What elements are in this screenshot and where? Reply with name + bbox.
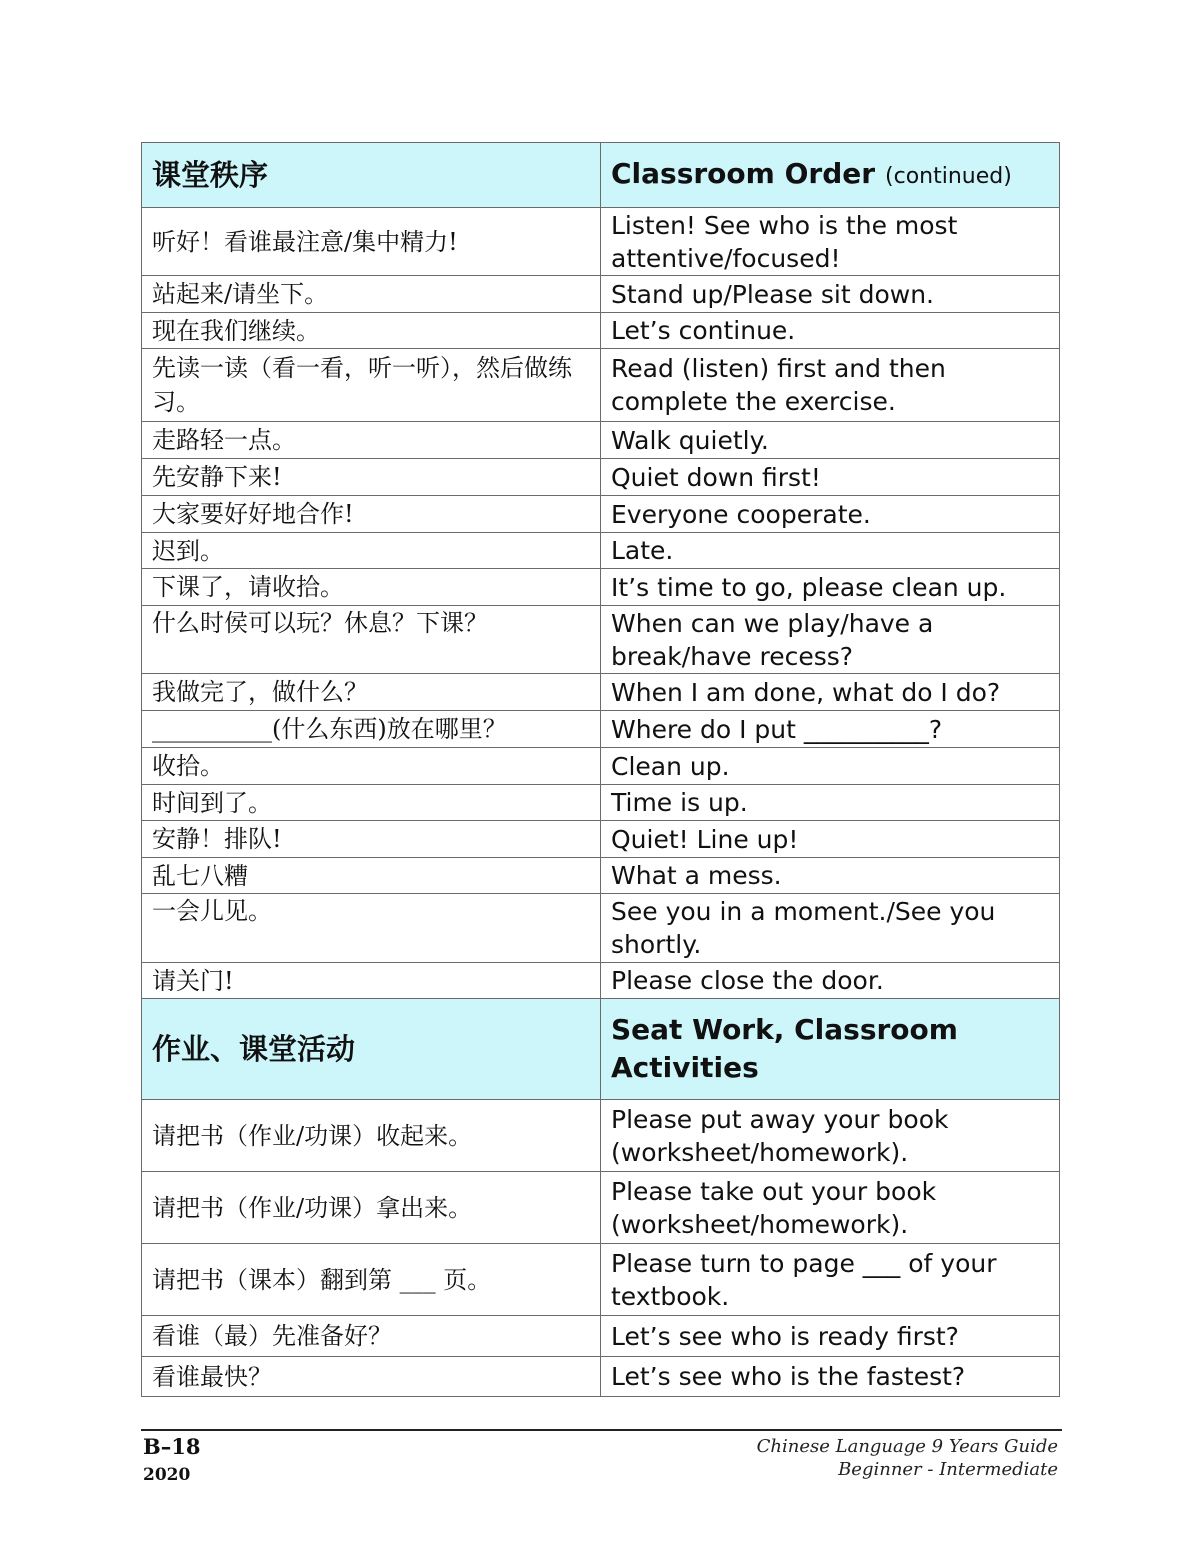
phrase-en: Stand up/Please sit down.	[601, 276, 1060, 313]
table-row	[142, 674, 1060, 711]
table-row	[142, 496, 1060, 533]
page-number: B–18	[143, 1434, 201, 1459]
phrase-en: Let’s see who is the fastest?	[601, 1357, 1060, 1397]
phrase-en: See you in a moment./See you shortly.	[601, 894, 1060, 963]
table-row	[142, 422, 1060, 459]
phrase-en: Listen! See who is the most attentive/focused!	[601, 208, 1060, 276]
table-row	[142, 313, 1060, 349]
table-row	[142, 748, 1060, 785]
section-header-en: Seat Work, Classroom Activities	[601, 999, 1060, 1100]
guide-level: Beginner - Intermediate	[838, 1459, 1058, 1480]
phrase-zh: 请把书（课本）翻到第 ___ 页。	[142, 1244, 601, 1316]
phrase-zh: 先安静下来!	[142, 459, 601, 496]
phrase-en: Where do I put __________?	[601, 711, 1060, 748]
phrase-table	[141, 142, 1060, 1397]
table-row	[142, 349, 1060, 422]
table-row	[142, 821, 1060, 858]
phrase-zh: 什么时侯可以玩？休息？下课？	[142, 606, 601, 674]
table-row	[142, 858, 1060, 894]
section-title-en: Classroom Order	[611, 156, 876, 190]
phrase-en: Quiet down first!	[601, 459, 1060, 496]
phrase-zh: 走路轻一点。	[142, 422, 601, 459]
phrase-en: Please turn to page ___ of your textbook.	[601, 1244, 1060, 1316]
phrase-en: Clean up.	[601, 748, 1060, 785]
table-row	[142, 1357, 1060, 1397]
table-row	[142, 963, 1060, 999]
phrase-en: When can we play/have a break/have recess?	[601, 606, 1060, 674]
table-row	[142, 1100, 1060, 1172]
phrase-zh: 大家要好好地合作!	[142, 496, 601, 533]
phrase-zh: 安静！排队!	[142, 821, 601, 858]
phrase-zh: 下课了，请收拾。	[142, 569, 601, 606]
section-header-zh: 作业、课堂活动	[142, 999, 601, 1100]
phrase-zh: 听好！看谁最注意/集中精力!	[142, 208, 601, 276]
phrase-en: When I am done, what do I do?	[601, 674, 1060, 711]
phrase-en: Late.	[601, 533, 1060, 569]
phrase-en: It’s time to go, please clean up.	[601, 569, 1060, 606]
phrase-zh: 请把书（作业/功课）拿出来。	[142, 1172, 601, 1244]
section-header-seat-work	[142, 999, 1060, 1100]
table-row	[142, 785, 1060, 821]
phrase-en: Please take out your book (worksheet/homework).	[601, 1172, 1060, 1244]
table-row	[142, 533, 1060, 569]
phrase-zh: 看谁（最）先准备好？	[142, 1316, 601, 1357]
table-row	[142, 1172, 1060, 1244]
section-header-zh: 课堂秩序	[142, 143, 601, 208]
footer-year: 2020	[143, 1465, 191, 1485]
phrase-zh: 迟到。	[142, 533, 601, 569]
phrase-zh: 我做完了，做什么？	[142, 674, 601, 711]
table-row	[142, 208, 1060, 276]
phrase-zh: 时间到了。	[142, 785, 601, 821]
phrase-zh: 看谁最快？	[142, 1357, 601, 1397]
phrase-zh: 一会儿见。	[142, 894, 601, 963]
phrase-zh: 站起来/请坐下。	[142, 276, 601, 313]
section-header-en	[601, 143, 1060, 208]
table-row	[142, 569, 1060, 606]
guide-title: Chinese Language 9 Years Guide	[756, 1436, 1058, 1457]
phrase-en: Let’s see who is ready first?	[601, 1316, 1060, 1357]
table-row	[142, 894, 1060, 963]
phrase-en: Please close the door.	[601, 963, 1060, 999]
phrase-en: Quiet! Line up!	[601, 821, 1060, 858]
phrase-zh: __________(什么东西)放在哪里？	[142, 711, 601, 748]
phrase-en: Time is up.	[601, 785, 1060, 821]
table-row	[142, 459, 1060, 496]
phrase-en: Everyone cooperate.	[601, 496, 1060, 533]
phrase-zh: 请关门!	[142, 963, 601, 999]
section-header-classroom-order	[142, 143, 1060, 208]
phrase-en: Please put away your book (worksheet/homework).	[601, 1100, 1060, 1172]
phrase-en: Read (listen) first and then complete the exercise.	[601, 349, 1060, 422]
phrase-en: Walk quietly.	[601, 422, 1060, 459]
phrase-zh: 请把书（作业/功课）收起来。	[142, 1100, 601, 1172]
continued-note: (continued)	[885, 163, 1012, 189]
phrase-zh: 先读一读（看一看，听一听），然后做练习。	[142, 349, 601, 422]
phrase-zh: 乱七八糟	[142, 858, 601, 894]
table-row	[142, 276, 1060, 313]
table-row	[142, 1244, 1060, 1316]
phrase-zh: 现在我们继续。	[142, 313, 601, 349]
phrase-zh: 收拾。	[142, 748, 601, 785]
table-row	[142, 606, 1060, 674]
table-row	[142, 711, 1060, 748]
phrase-en: Let’s continue.	[601, 313, 1060, 349]
footer-divider	[141, 1429, 1062, 1431]
table-row	[142, 1316, 1060, 1357]
phrase-en: What a mess.	[601, 858, 1060, 894]
